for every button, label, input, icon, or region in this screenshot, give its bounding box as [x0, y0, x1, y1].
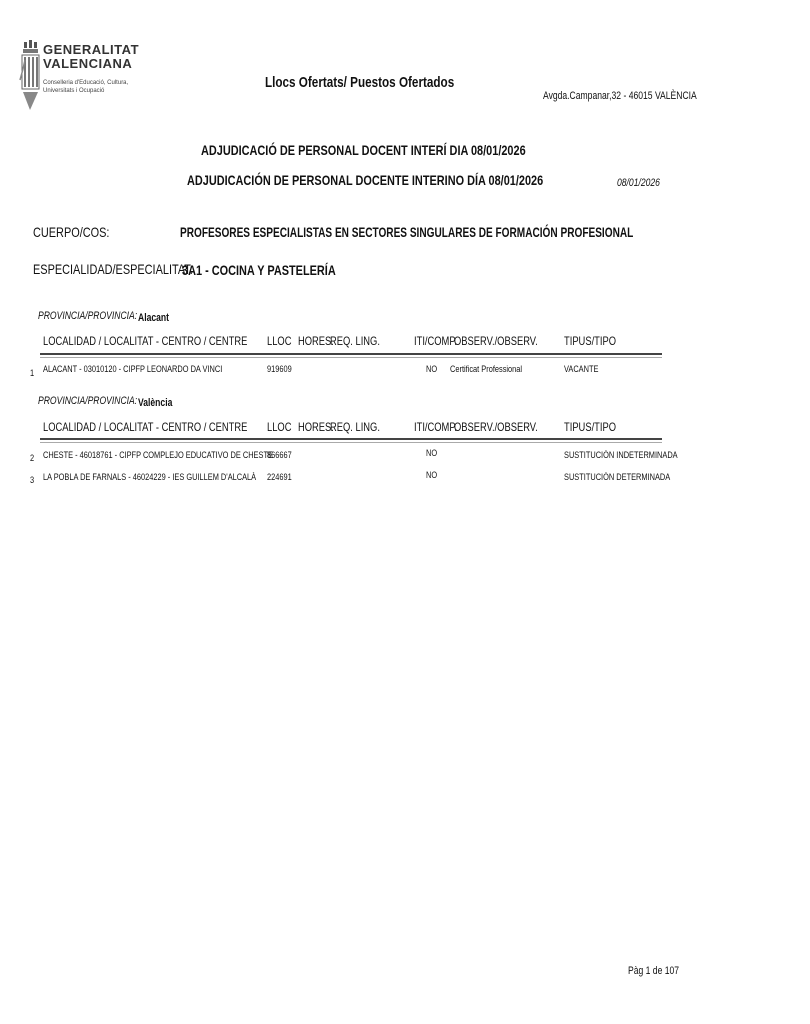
- province-name: Alacant: [138, 312, 170, 324]
- row-centre: LA POBLA DE FARNALS - 46024229 - IES GUILLEM D'ALCALÀ: [43, 472, 257, 483]
- col-req-ling: REQ. LING.: [330, 334, 380, 348]
- header-divider: [40, 438, 662, 440]
- document-date: 08/01/2026: [617, 177, 660, 189]
- row-centre: CHESTE - 46018761 - CIPFP COMPLEJO EDUCATIVO DE CHESTE: [43, 450, 273, 461]
- row-iti: NO: [426, 470, 438, 481]
- row-observ: Certificat Professional: [450, 364, 523, 375]
- col-lloc: LLOC: [267, 420, 292, 434]
- col-tipus: TIPUS/TIPO: [564, 420, 617, 434]
- cuerpo-value: PROFESORES ESPECIALISTAS EN SECTORES SINGULARES DE FORMACIÓN PROFESIONAL: [180, 224, 634, 240]
- province-label: PROVINCIA/PROVINCIA:: [38, 395, 138, 407]
- col-iti: ITI/COMP.: [414, 334, 457, 348]
- header-divider-thin: [40, 442, 662, 443]
- logo-subtitle-1: Conselleria d'Educació, Cultura,: [43, 80, 129, 86]
- coat-of-arms-icon: [20, 40, 42, 114]
- col-lloc: LLOC: [267, 334, 292, 348]
- page-title: Llocs Ofertats/ Puestos Ofertados: [265, 74, 455, 91]
- logo-line-1: GENERALITAT: [43, 42, 140, 57]
- row-number: 3: [30, 475, 35, 486]
- row-number: 2: [30, 453, 35, 464]
- row-centre: ALACANT - 03010120 - CIPFP LEONARDO DA VINCI: [43, 364, 223, 375]
- generalitat-logo: [20, 40, 140, 124]
- col-hores: HORES.: [298, 420, 334, 434]
- row-number: 1: [30, 368, 35, 379]
- col-req-ling: REQ. LING.: [330, 420, 380, 434]
- col-observ: OBSERV./OBSERV.: [454, 420, 538, 434]
- row-tipus: SUSTITUCIÓN DETERMINADA: [564, 472, 671, 483]
- col-iti: ITI/COMP.: [414, 420, 457, 434]
- row-lloc: 224691: [267, 472, 292, 483]
- col-observ: OBSERV./OBSERV.: [454, 334, 538, 348]
- logo-subtitle-2: Universitats i Ocupació: [43, 88, 105, 94]
- row-lloc: 866667: [267, 450, 292, 461]
- col-centre: LOCALIDAD / LOCALITAT - CENTRO / CENTRE: [43, 334, 248, 348]
- col-centre: LOCALIDAD / LOCALITAT - CENTRO / CENTRE: [43, 420, 248, 434]
- title-valencian: ADJUDICACIÓ DE PERSONAL DOCENT INTERÍ DIA 08/01/2026: [201, 142, 526, 158]
- title-spanish: ADJUDICACIÓN DE PERSONAL DOCENTE INTERINO DÍA 08/01/2026: [187, 172, 544, 188]
- cuerpo-label: CUERPO/COS:: [33, 224, 110, 240]
- col-hores: HORES.: [298, 334, 334, 348]
- logo-line-2: VALENCIANA: [43, 56, 133, 71]
- cuerpo-value-clip: [180, 224, 634, 242]
- row-tipus: SUSTITUCIÓN INDETERMINADA: [564, 450, 678, 461]
- province-name: València: [138, 397, 173, 409]
- province-label: PROVINCIA/PROVINCIA:: [38, 310, 138, 322]
- row-lloc: 919609: [267, 364, 292, 375]
- especialidad-value: 3A1 - COCINA Y PASTELERÍA: [182, 262, 336, 278]
- address: Avgda.Campanar,32 - 46015 VALÈNCIA: [543, 90, 697, 102]
- header-divider-thin: [40, 357, 662, 358]
- row-tipus: VACANTE: [564, 364, 599, 375]
- page-number: Pàg 1 de 107: [628, 965, 680, 977]
- especialidad-label: ESPECIALIDAD/ESPECIALITAT:: [33, 261, 193, 277]
- col-tipus: TIPUS/TIPO: [564, 334, 617, 348]
- row-iti: NO: [426, 448, 438, 459]
- header-divider: [40, 353, 662, 355]
- row-iti: NO: [426, 364, 438, 375]
